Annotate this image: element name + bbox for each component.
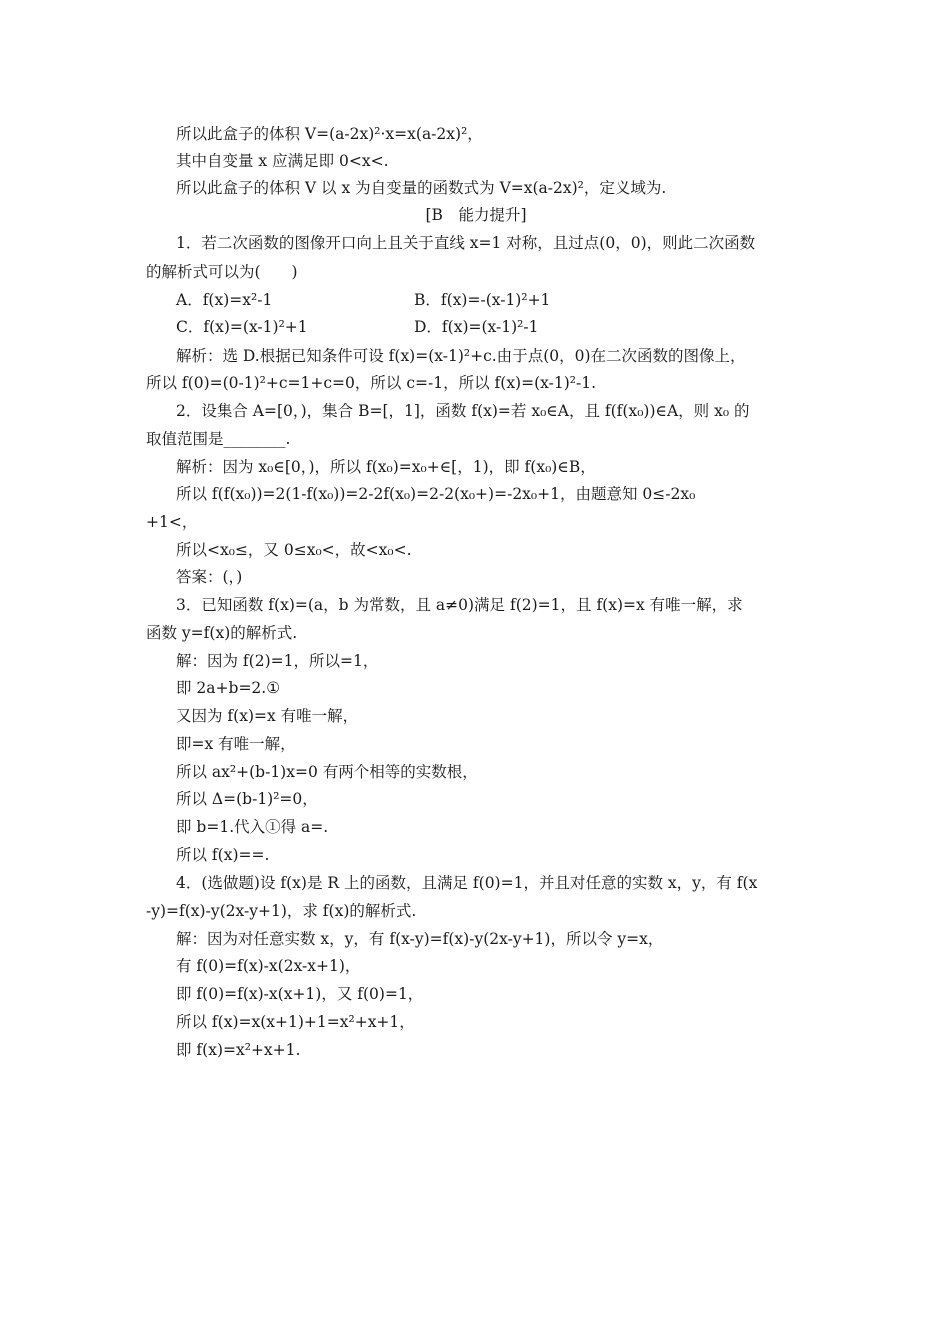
answer-line: 答案：(，) [176, 568, 243, 586]
text-line: 函数 y=f(x)的解析式. [146, 624, 298, 642]
text-line: 所以 Δ=(b-1)²=0， [176, 790, 318, 808]
text-line: 所以<x₀≤，又 0≤x₀<，故<x₀<. [176, 541, 412, 559]
solution-line: 解析：因为 x₀∈[0，)，所以 f(x₀)=x₀+∈[，1)，即 f(x₀)∈B， [176, 458, 596, 476]
text-line: 所以 f(f(x₀))=2(1-f(x₀))=2-2f(x₀)=2-2(x₀+)=-2x₀+1，由题意知 0≤-2x₀ [176, 485, 696, 503]
option-a: A．f(x)=x²-1 [176, 291, 273, 309]
text-line: 所以此盒子的体积 V 以 x 为自变量的函数式为 V=x(a-2x)²，定义域为. [176, 179, 667, 197]
option-d: D．f(x)=(x-1)²-1 [414, 318, 539, 336]
section-heading: [B 能力提升] [425, 206, 527, 224]
text-line: 即=x 有唯一解， [176, 735, 296, 753]
text-line: 有 f(0)=f(x)-x(2x-x+1)， [176, 957, 361, 975]
solution-line: 解析：选 D.根据已知条件可设 f(x)=(x-1)²+c.由于点(0，0)在二次函数的图像上， [176, 347, 746, 365]
text-line: 即 f(0)=f(x)-x(x+1)，又 f(0)=1， [176, 985, 424, 1003]
text-line: 即 b=1.代入①得 a=. [176, 818, 329, 836]
text-line: 所以 ax²+(b-1)x=0 有两个相等的实数根， [176, 763, 478, 781]
text-line: 即 f(x)=x²+x+1. [176, 1041, 301, 1059]
text-line: 所以 f(x)=x(x+1)+1=x²+x+1， [176, 1013, 415, 1031]
option-c: C．f(x)=(x-1)²+1 [176, 318, 308, 336]
solution-line: 解：因为 f(2)=1，所以=1， [176, 652, 379, 670]
text-line: 所以 f(x)==. [176, 846, 270, 864]
text-line: 其中自变量 x 应满足即 0<x<. [176, 152, 389, 170]
text-line: 所以此盒子的体积 V=(a-2x)²·x=x(a-2x)²， [176, 125, 483, 143]
question-4: 4．(选做题)设 f(x)是 R 上的函数，且满足 f(0)=1，并且对任意的实数 x，y，有 f(x [176, 874, 758, 892]
text-line: 所以 f(0)=(0-1)²+c=1+c=0，所以 c=-1，所以 f(x)=(x-1)²-1. [146, 374, 596, 392]
question-2: 2．设集合 A=[0，)，集合 B=[，1]，函数 f(x)=若 x₀∈A，且 f(f(x₀))∈A，则 x₀ 的 [176, 402, 750, 420]
text-line: -y)=f(x)-y(2x-y+1)，求 f(x)的解析式. [146, 902, 417, 920]
text-line: 即 2a+b=2.① [176, 679, 281, 697]
text-line: 取值范围是________. [146, 430, 291, 448]
text-line: 又因为 f(x)=x 有唯一解， [176, 707, 359, 725]
question-1: 1．若二次函数的图像开口向上且关于直线 x=1 对称，且过点(0，0)，则此二次函数 [176, 234, 756, 252]
question-3: 3．已知函数 f(x)=(a，b 为常数，且 a≠0)满足 f(2)=1，且 f(x)=x 有唯一解，求 [176, 596, 743, 614]
text-line: 的解析式可以为( ) [146, 263, 298, 281]
option-b: B．f(x)=-(x-1)²+1 [414, 291, 551, 309]
solution-line: 解：因为对任意实数 x，y，有 f(x-y)=f(x)-y(2x-y+1)，所以令 y=x， [176, 930, 664, 948]
text-line: +1<， [146, 513, 198, 531]
